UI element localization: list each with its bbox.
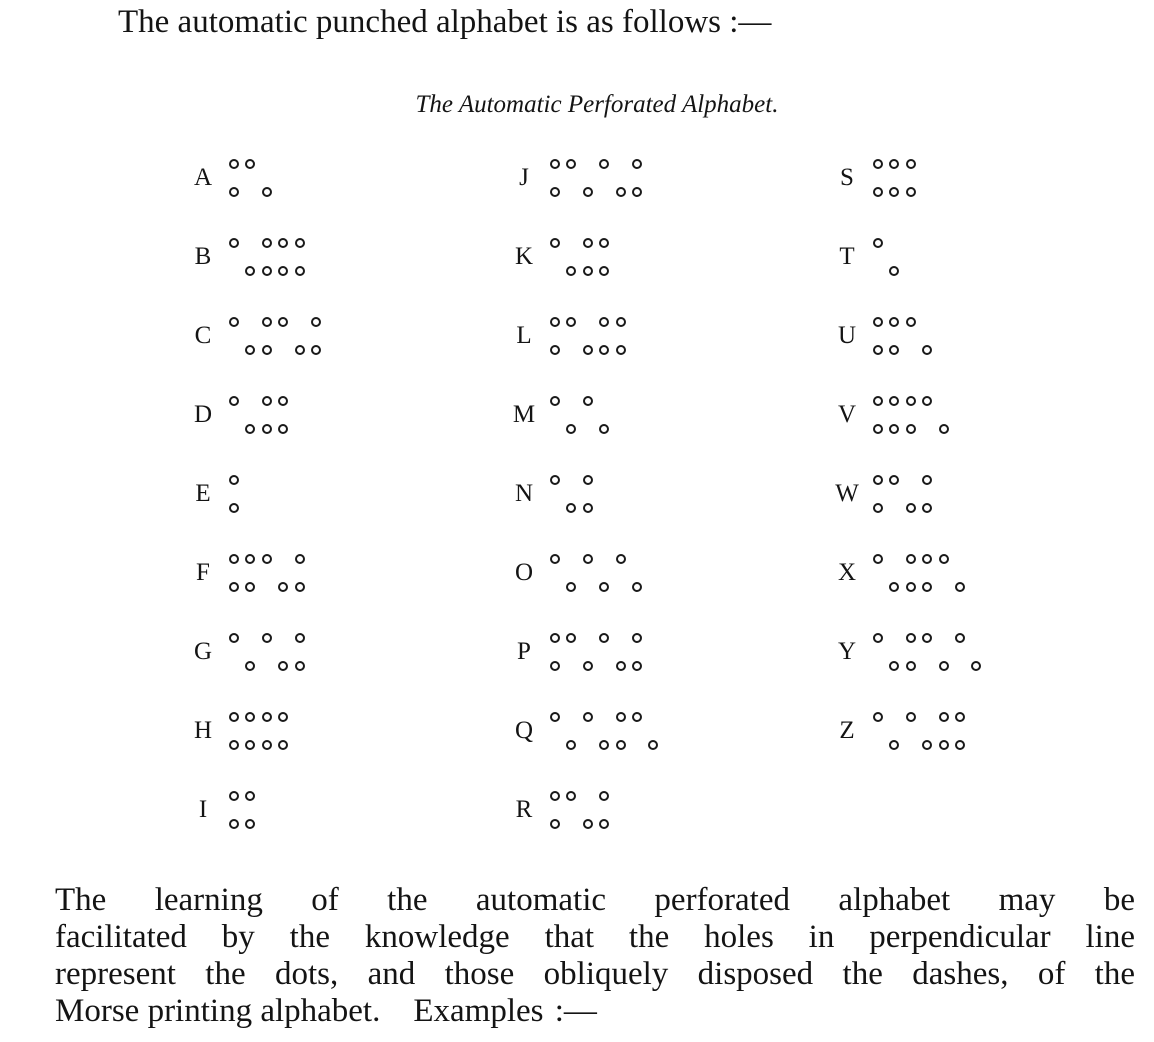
perforation-hole bbox=[550, 633, 560, 643]
perforation-hole bbox=[889, 582, 899, 592]
perforation-hole bbox=[922, 582, 932, 592]
perforation-hole bbox=[566, 266, 576, 276]
perforation-hole bbox=[648, 740, 658, 750]
perforation-hole bbox=[906, 661, 916, 671]
perforation-hole bbox=[583, 187, 593, 197]
perforation-hole bbox=[262, 317, 272, 327]
perforation-hole bbox=[873, 424, 883, 434]
perforation-hole bbox=[599, 633, 609, 643]
perforation-hole bbox=[632, 582, 642, 592]
perforation-hole bbox=[632, 712, 642, 722]
perforation-hole bbox=[906, 503, 916, 513]
letter-l: L bbox=[516, 322, 532, 349]
perforation-hole bbox=[632, 159, 642, 169]
letter-e: E bbox=[195, 480, 211, 507]
perforation-hole bbox=[229, 582, 239, 592]
perforation-hole bbox=[889, 661, 899, 671]
perforation-hole bbox=[599, 317, 609, 327]
perforation-hole bbox=[616, 187, 626, 197]
perforation-hole bbox=[873, 503, 883, 513]
perforation-hole bbox=[599, 582, 609, 592]
perforation-hole bbox=[245, 712, 255, 722]
perforation-hole bbox=[262, 266, 272, 276]
perforation-hole bbox=[311, 317, 321, 327]
perforation-hole bbox=[245, 661, 255, 671]
perforation-hole bbox=[939, 554, 949, 564]
perforation-hole bbox=[616, 712, 626, 722]
perforation-hole bbox=[278, 424, 288, 434]
perforation-hole bbox=[583, 554, 593, 564]
intro-text: The automatic punched alphabet is as follows :— bbox=[118, 4, 772, 40]
perforation-hole bbox=[245, 582, 255, 592]
paragraph-line-4-text: Morse printing alphabet. bbox=[55, 993, 381, 1029]
perforation-hole bbox=[599, 819, 609, 829]
perforation-hole bbox=[245, 791, 255, 801]
perforation-hole bbox=[566, 791, 576, 801]
letter-n: N bbox=[514, 480, 534, 507]
paragraph-line-2: facilitated by the knowledge that the holes in perpendicular line bbox=[55, 919, 1135, 955]
perforation-hole bbox=[922, 554, 932, 564]
perforation-hole bbox=[939, 740, 949, 750]
perforation-hole bbox=[550, 238, 560, 248]
perforation-hole bbox=[889, 424, 899, 434]
perforation-hole bbox=[599, 424, 609, 434]
perforation-hole bbox=[583, 345, 593, 355]
perforation-hole bbox=[550, 159, 560, 169]
perforation-hole bbox=[278, 712, 288, 722]
perforation-hole bbox=[955, 633, 965, 643]
perforation-hole bbox=[922, 503, 932, 513]
perforation-hole bbox=[566, 503, 576, 513]
perforation-hole bbox=[229, 159, 239, 169]
perforation-hole bbox=[566, 159, 576, 169]
perforation-hole bbox=[245, 159, 255, 169]
perforation-hole bbox=[566, 633, 576, 643]
letter-p: P bbox=[517, 638, 531, 665]
letter-w: W bbox=[835, 480, 859, 507]
perforation-hole bbox=[889, 345, 899, 355]
perforation-hole bbox=[262, 424, 272, 434]
perforation-hole bbox=[583, 266, 593, 276]
perforation-hole bbox=[550, 554, 560, 564]
perforation-hole bbox=[295, 266, 305, 276]
perforation-hole bbox=[632, 661, 642, 671]
perforation-hole bbox=[245, 554, 255, 564]
perforation-hole bbox=[632, 633, 642, 643]
perforation-hole bbox=[229, 503, 239, 513]
perforation-hole bbox=[229, 712, 239, 722]
perforation-hole bbox=[229, 475, 239, 485]
perforation-hole bbox=[906, 317, 916, 327]
perforation-hole bbox=[922, 396, 932, 406]
perforation-hole bbox=[583, 712, 593, 722]
perforation-hole bbox=[583, 238, 593, 248]
perforation-hole bbox=[229, 740, 239, 750]
perforation-hole bbox=[566, 424, 576, 434]
perforation-hole bbox=[550, 475, 560, 485]
perforation-hole bbox=[229, 187, 239, 197]
letter-d: D bbox=[193, 401, 213, 428]
letter-a: A bbox=[193, 164, 213, 191]
perforation-hole bbox=[550, 791, 560, 801]
letter-x: X bbox=[837, 559, 857, 586]
perforation-hole bbox=[616, 554, 626, 564]
perforation-hole bbox=[311, 345, 321, 355]
perforation-hole bbox=[939, 424, 949, 434]
perforation-hole bbox=[955, 712, 965, 722]
perforation-hole bbox=[616, 345, 626, 355]
perforation-hole bbox=[566, 582, 576, 592]
perforation-hole bbox=[245, 345, 255, 355]
perforation-hole bbox=[889, 396, 899, 406]
perforation-hole bbox=[295, 661, 305, 671]
perforation-hole bbox=[550, 396, 560, 406]
perforation-hole bbox=[550, 819, 560, 829]
letter-i: I bbox=[198, 796, 208, 823]
letter-z: Z bbox=[839, 717, 855, 744]
letter-u: U bbox=[837, 322, 857, 349]
letter-k: K bbox=[514, 243, 534, 270]
perforation-hole bbox=[889, 317, 899, 327]
perforation-hole bbox=[873, 712, 883, 722]
perforation-hole bbox=[229, 554, 239, 564]
perforation-hole bbox=[262, 345, 272, 355]
perforation-hole bbox=[295, 582, 305, 592]
perforation-hole bbox=[583, 475, 593, 485]
perforation-hole bbox=[278, 661, 288, 671]
perforation-hole bbox=[939, 712, 949, 722]
perforation-hole bbox=[583, 396, 593, 406]
perforation-hole bbox=[599, 266, 609, 276]
paragraph-line-4 bbox=[55, 993, 1135, 1030]
letter-g: G bbox=[193, 638, 213, 665]
letter-y: Y bbox=[837, 638, 857, 665]
perforation-hole bbox=[906, 187, 916, 197]
perforation-hole bbox=[566, 740, 576, 750]
perforation-hole bbox=[550, 661, 560, 671]
letter-s: S bbox=[840, 164, 854, 191]
perforation-hole bbox=[278, 238, 288, 248]
perforation-hole bbox=[873, 475, 883, 485]
perforation-hole bbox=[262, 633, 272, 643]
table-title: The Automatic Perforated Alphabet. bbox=[415, 91, 779, 118]
perforation-hole bbox=[873, 317, 883, 327]
perforation-hole bbox=[583, 819, 593, 829]
perforation-hole bbox=[229, 238, 239, 248]
perforation-hole bbox=[971, 661, 981, 671]
perforation-hole bbox=[599, 740, 609, 750]
perforation-hole bbox=[295, 633, 305, 643]
perforation-hole bbox=[873, 238, 883, 248]
perforation-hole bbox=[906, 554, 916, 564]
perforation-hole bbox=[245, 819, 255, 829]
perforation-hole bbox=[550, 345, 560, 355]
perforation-hole bbox=[873, 159, 883, 169]
perforation-hole bbox=[262, 740, 272, 750]
perforation-hole bbox=[599, 791, 609, 801]
letter-f: F bbox=[196, 559, 210, 586]
perforation-hole bbox=[922, 345, 932, 355]
letter-o: O bbox=[514, 559, 534, 586]
perforation-hole bbox=[229, 396, 239, 406]
perforation-hole bbox=[278, 740, 288, 750]
perforation-hole bbox=[955, 582, 965, 592]
perforation-hole bbox=[906, 712, 916, 722]
perforation-hole bbox=[229, 791, 239, 801]
letter-j: J bbox=[519, 164, 529, 191]
perforation-hole bbox=[889, 159, 899, 169]
perforation-hole bbox=[873, 554, 883, 564]
perforation-hole bbox=[955, 740, 965, 750]
perforation-hole bbox=[295, 554, 305, 564]
perforation-hole bbox=[262, 396, 272, 406]
perforation-hole bbox=[906, 582, 916, 592]
perforation-hole bbox=[262, 187, 272, 197]
letter-c: C bbox=[194, 322, 212, 349]
perforation-hole bbox=[278, 266, 288, 276]
perforation-hole bbox=[922, 740, 932, 750]
perforation-hole bbox=[229, 819, 239, 829]
perforation-hole bbox=[262, 712, 272, 722]
perforation-hole bbox=[245, 266, 255, 276]
perforation-hole bbox=[245, 740, 255, 750]
perforation-hole bbox=[583, 661, 593, 671]
letter-b: B bbox=[194, 243, 212, 270]
explanatory-paragraph bbox=[55, 882, 1135, 1030]
perforation-hole bbox=[616, 661, 626, 671]
letter-h: H bbox=[193, 717, 213, 744]
perforation-hole bbox=[873, 187, 883, 197]
perforation-hole bbox=[906, 424, 916, 434]
perforation-hole bbox=[550, 187, 560, 197]
perforation-hole bbox=[599, 159, 609, 169]
letter-m: M bbox=[512, 401, 536, 428]
perforation-hole bbox=[229, 633, 239, 643]
perforation-hole bbox=[906, 633, 916, 643]
perforation-hole bbox=[873, 345, 883, 355]
perforation-hole bbox=[632, 187, 642, 197]
letter-t: T bbox=[839, 243, 855, 270]
paragraph-line-1: The learning of the automatic perforated alphabet may be bbox=[55, 882, 1135, 918]
letter-q: Q bbox=[514, 717, 534, 744]
perforation-hole bbox=[889, 187, 899, 197]
perforation-hole bbox=[229, 317, 239, 327]
perforation-hole bbox=[939, 661, 949, 671]
perforation-hole bbox=[599, 345, 609, 355]
perforation-hole bbox=[583, 503, 593, 513]
perforation-hole bbox=[889, 475, 899, 485]
perforation-hole bbox=[599, 238, 609, 248]
perforation-hole bbox=[278, 396, 288, 406]
perforation-hole bbox=[873, 633, 883, 643]
perforation-hole bbox=[262, 238, 272, 248]
perforation-hole bbox=[906, 159, 916, 169]
perforation-hole bbox=[906, 396, 916, 406]
paragraph-line-3: represent the dots, and those obliquely disposed the dashes, of the bbox=[55, 956, 1135, 992]
perforation-hole bbox=[566, 317, 576, 327]
perforation-hole bbox=[295, 345, 305, 355]
perforation-hole bbox=[278, 582, 288, 592]
examples-label: Examples :— bbox=[413, 993, 597, 1029]
perforation-hole bbox=[245, 424, 255, 434]
perforation-hole bbox=[295, 238, 305, 248]
perforation-hole bbox=[616, 740, 626, 750]
perforation-hole bbox=[922, 633, 932, 643]
perforation-hole bbox=[616, 317, 626, 327]
perforation-hole bbox=[262, 554, 272, 564]
perforation-hole bbox=[922, 475, 932, 485]
perforation-hole bbox=[889, 266, 899, 276]
perforation-hole bbox=[550, 712, 560, 722]
perforation-hole bbox=[550, 317, 560, 327]
perforation-hole bbox=[889, 740, 899, 750]
letter-v: V bbox=[837, 401, 857, 428]
letter-r: R bbox=[515, 796, 533, 823]
perforation-hole bbox=[278, 317, 288, 327]
perforation-hole bbox=[873, 396, 883, 406]
